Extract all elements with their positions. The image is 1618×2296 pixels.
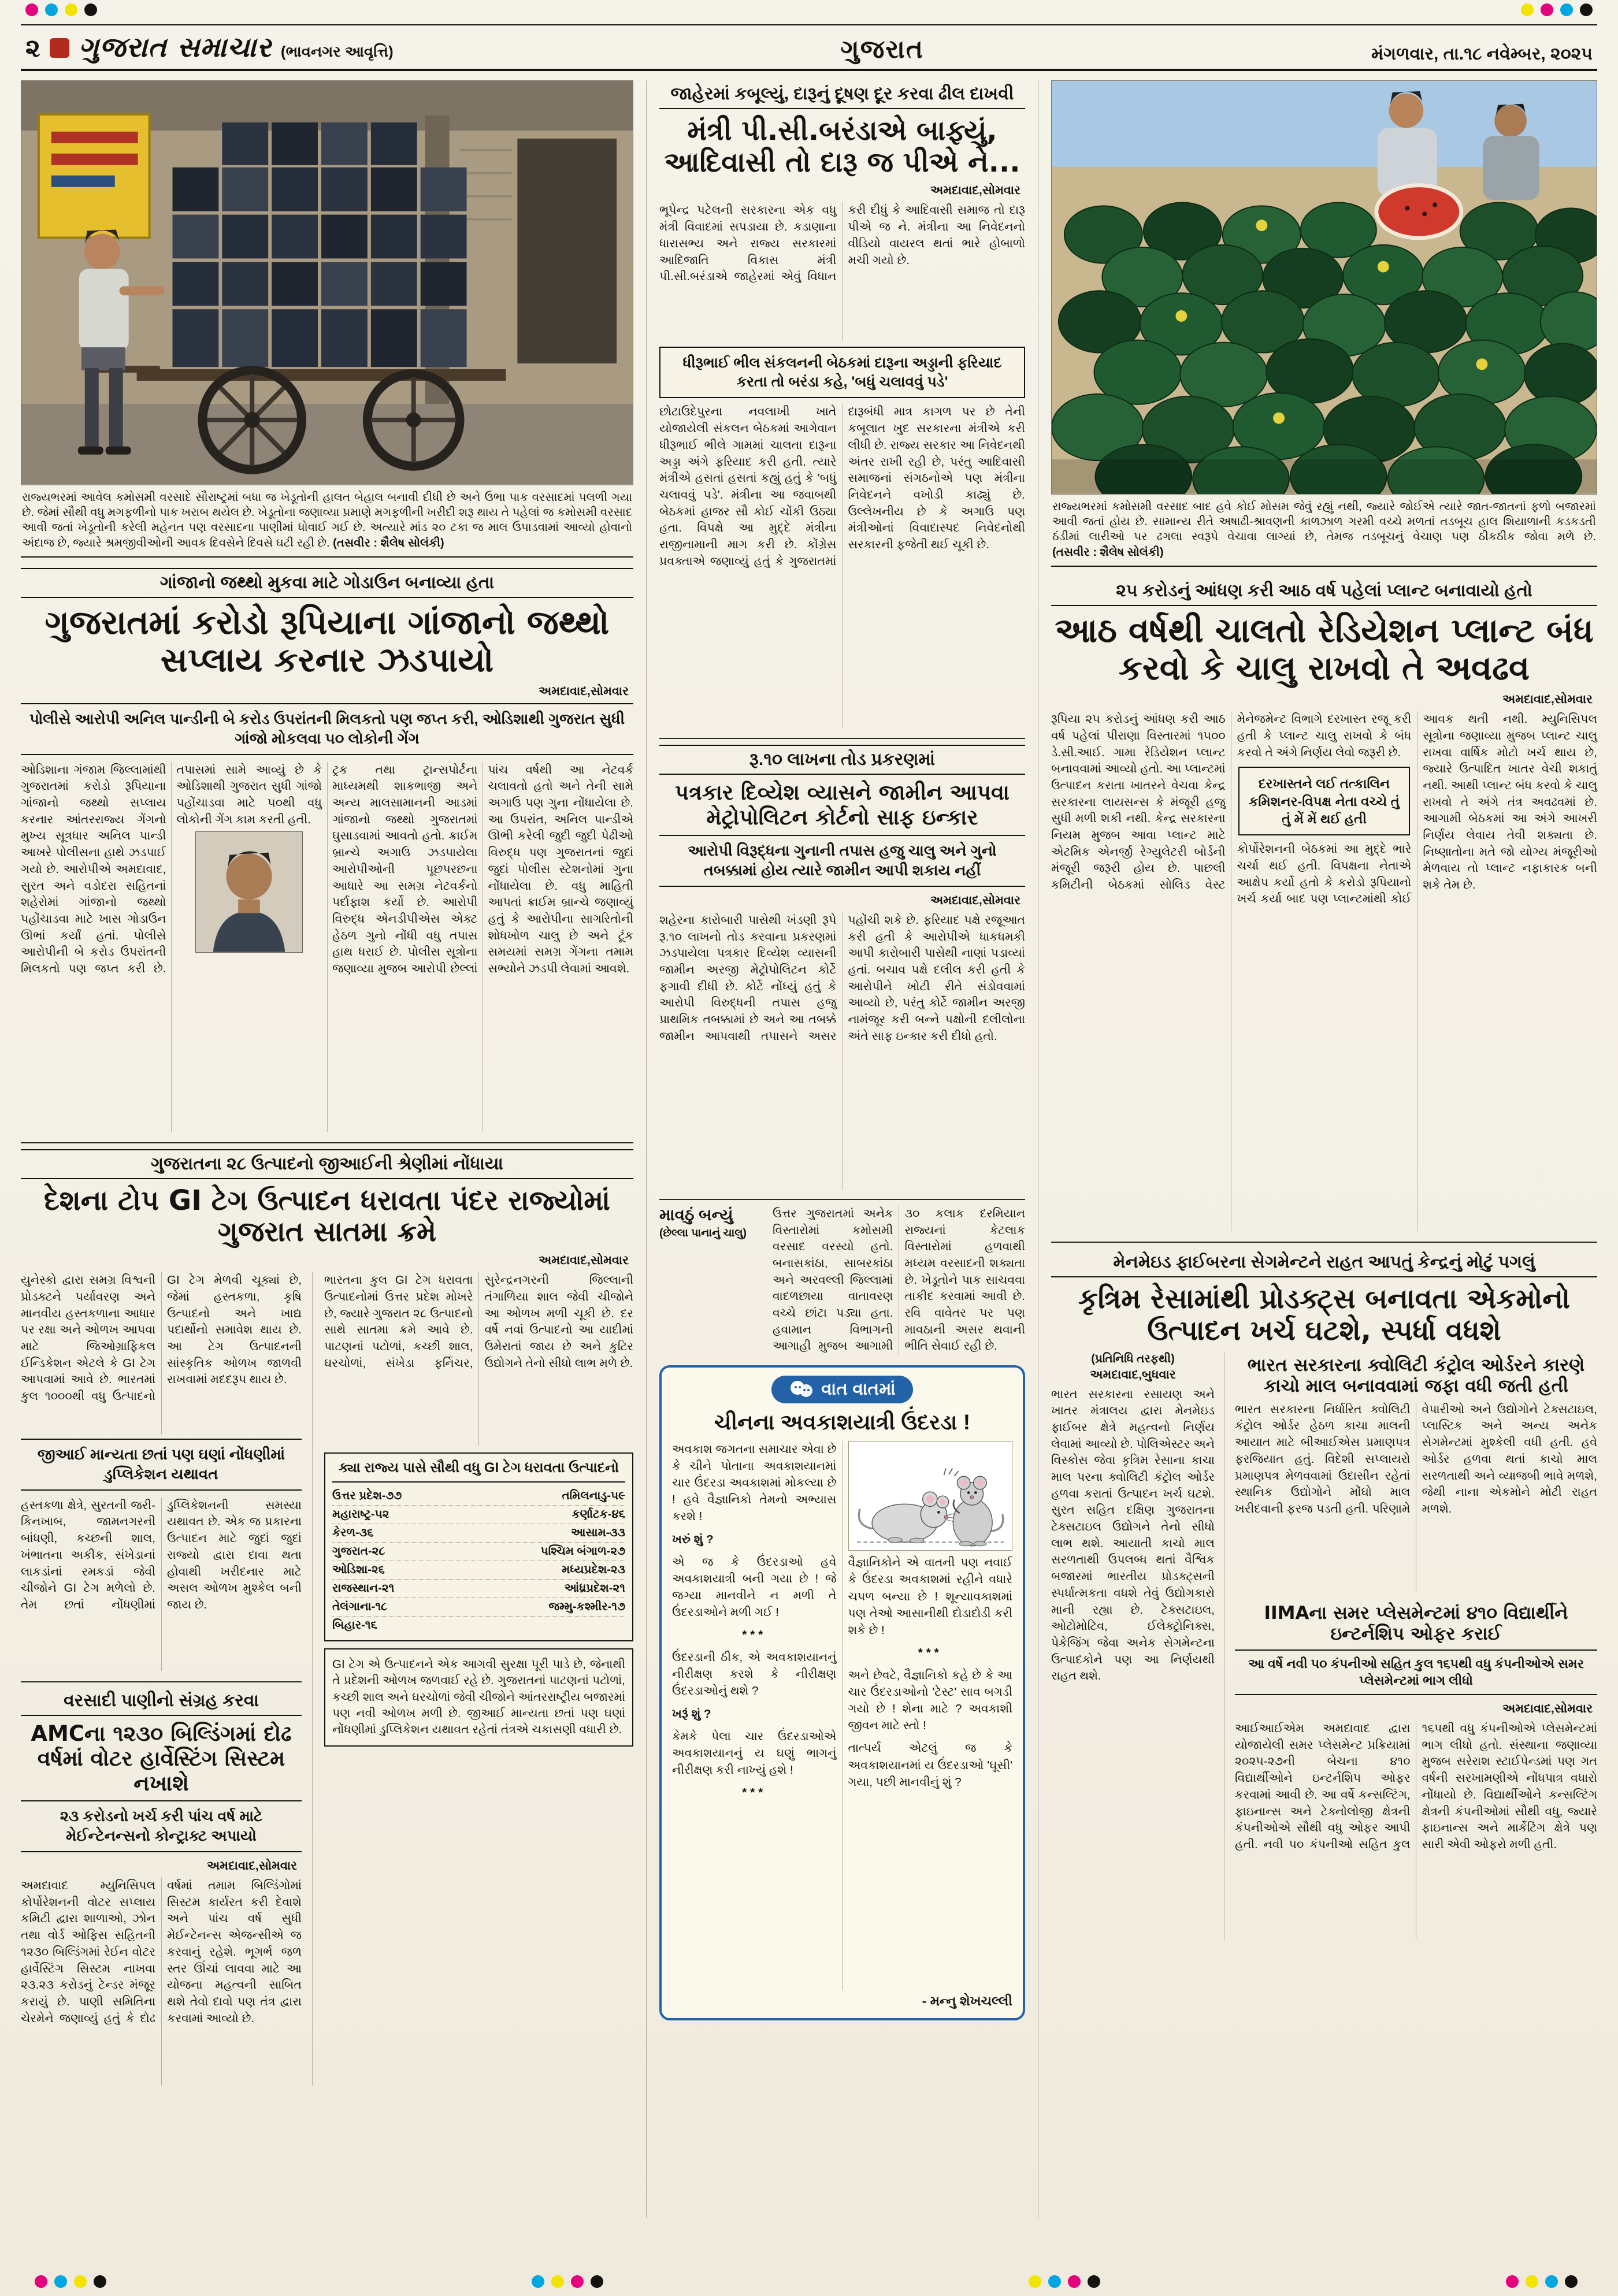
mavthu-body: ઉત્તર ગુજરાતમાં અનેક વિસ્તારોમાં કમોસમી વરસાદ વરસ્યો હતો. બનાસકાંઠા, સાબરકાંઠા અને અરવલ્લી જિલ્લામાં વાદળછાયા વાતાવરણ વચ્ચે છાંટા પડ્યા હતા. હવામાન વિભાગની આગાહી મુજબ આગામી ૩૦ કલાક દરમિયાન રાજ્યનાં કેટલાક વિસ્તારોમાં હળવાથી મધ્યમ વરસાદની શક્યતા છે. ખેડૂતોને પાક સાચવવા તાકીદ કરવામાં આવી છે. રવિ વાવેતર પર પણ માવઠાની અસર થવાની ભીતિ સેવાઈ રહી છે. <box>773 1206 1025 1353</box>
iima-dateline: અમદાવાદ,સોમવાર <box>1502 1702 1593 1716</box>
column-right <box>1038 80 1597 2218</box>
qc-headline: ભારત સરકારના ક્વોલિટી કંટ્રોલ ઓર્ડરને કારણે કાચો માલ બનાવવામાં જફા વધી જતી હતી <box>1247 1354 1585 1397</box>
column-left <box>21 80 633 2218</box>
gi-table-row: ઉત્તર પ્રદેશ-૭૭ તમિલનાડુ-૫૯ <box>332 1487 625 1506</box>
gi-duplication-subhead: જીઆઈ માન્યતા છતાં પણ ઘણાં નોંધણીમાં ડુપ્લિકેશન યથાવત <box>21 1439 302 1491</box>
fiber-headline: કૃત્રિમ રેસામાંથી પ્રોડક્ટ્સ બનાવતા એકમોનો ઉત્પાદન ખર્ચ ઘટશે, સ્પર્ધા વધશે <box>1078 1283 1570 1347</box>
chat-bubbles-icon <box>789 1379 814 1400</box>
journalist-headline: પત્રકાર દિવ્યેશ વ્યાસને જામીન આપવા મેટ્રોપોલિટન કોર્ટનો સાફ ઇન્કાર <box>675 780 1010 830</box>
radiation-body-part1: રૂપિયા ૨૫ કરોડનું આંધણ કરી આઠ વર્ષ પહેલાં પીરાણા વિસ્તારમાં ૧૫૦૦ ડે.સી.આઈ. ગામા રેડિયેશન પ્લાન્ટ બનાવવામાં આવ્યો હતો. આ પ્લાન્ટમાં ઉત્પાદન કરાતા ખાતરને વેચવા કેન્દ્ર સરકારના લાયસન્સ કે મંજૂરી હજુ સુધી મળી શકી નથી. કેન્દ્ર સરકારના નિયમ મુજબ આવા પ્લાન્ટ માટે એટમિક એનર્જી રેગ્યુલેટરી બોર્ડની મંજૂરી જરૂરી હોય છે. પાછલી કમિટીની બેઠકમાં સોલિડ વેસ્ટ મેનેજમેન્ટ વિભાગે દરખાસ્ત રજૂ કરી હતી કે પ્લાન્ટ ચાલુ રાખવો કે બંધ કરવો તે અંગે નિર્ણય લેવો જરૂરી છે. <box>1051 712 1412 892</box>
cartoon-separator: *** <box>918 1645 942 1659</box>
amc-headline: AMCના ૧૨૩૦ બિલ્ડિંગમાં દોઢ વર્ષમાં વોટર હાર્વેસ્ટિંગ સિસ્ટમ નખાશે <box>31 1721 292 1796</box>
article-mavthu-continued <box>659 1199 1025 1355</box>
journalist-subhead: આરોપી વિરૂદ્ધના ગુનાની તપાસ હજુ ચાલુ અને ગુનો તબક્કામાં હોય ત્યારે જામીન આપી શકાય નહીં <box>659 835 1025 887</box>
watermelon-photo <box>1051 80 1597 567</box>
cartoon-separator: *** <box>742 1786 767 1799</box>
article-journalist-bail <box>659 738 1025 1189</box>
cartoon-line: ખરૂં શું ? <box>672 1707 711 1721</box>
gi-table-row: તેલંગાના-૧૮ જમ્મુ-કશ્મીર-૧૭ <box>332 1598 625 1617</box>
street-cart-photo-graphic <box>21 81 633 485</box>
fiber-right-subcolumn <box>1235 1353 1597 1941</box>
article-iima-placement <box>1235 1603 1597 1940</box>
mavthu-label <box>659 1206 763 1355</box>
amc-subhead: ૨૩ કરોડનો ખર્ચ કરી પાંચ વર્ષ માટે મેઈન્ટેનન્સનો કોન્ટ્રાક્ટ અપાયો <box>21 1800 302 1852</box>
cartoon-box <box>659 1365 1025 2020</box>
registration-marks-bottom-center-right <box>1029 2275 1100 2288</box>
journalist-dateline: અમદાવાદ,સોમવાર <box>930 893 1020 907</box>
ganja-dateline: અમદાવાદ,સોમવાર <box>539 685 629 699</box>
fiber-body-column <box>1051 1353 1224 1941</box>
article-manmade-fiber <box>1051 1242 1597 1940</box>
mavthu-continued-note: (છેલ્લા પાનાનું ચાલુ) <box>659 1227 747 1239</box>
gi-table-row: ગુજરાત-૨૮ પશ્ચિમ બંગાળ-૨૭ <box>332 1543 625 1561</box>
accused-mugshot-graphic <box>196 832 302 952</box>
gi-table-row: રાજસ્થાન-૨૧ આંધ્રપ્રદેશ-૨૧ <box>332 1580 625 1598</box>
page-content <box>21 80 1597 2218</box>
cartoon-banner <box>771 1376 913 1403</box>
cartoon-line: કેમકે પેલા ચાર ઉંદરડાઓએ અવકાશયાનનું ય ઘણું ભાગનું નીરીક્ષણ કરી નાખ્યું હશે ! <box>672 1729 837 1777</box>
article-minister-remark <box>659 80 1025 727</box>
radiation-kicker: ૨૫ કરોડનું આંધણ કરી આઠ વર્ષ પહેલાં પ્લાન્ટ બનાવાયો હતો <box>1051 577 1597 606</box>
minister-kicker: જાહેરમાં કબૂલ્યું, દારૂનું દૂષણ દૂર કરવા ઢીલ દાખવી <box>659 80 1025 109</box>
registration-marks-bottom-center-left <box>532 2275 603 2288</box>
cartoon-line: અવકાશ જગતના સમાચાર એવા છે કે ચીને પોતાના અવકાશયાનમાં ચાર ઉંદરડા અવકાશમાં મોકલ્યા છે ! હવે વૈજ્ઞાનિકો તેમનો અભ્યાસ કરશે ! <box>672 1443 837 1524</box>
masthead-logo-icon <box>50 38 69 58</box>
gi-duplication-body: હસ્તકળા ક્ષેત્રે, સુરતની જરી-કિનખાબ, જામનગરની બાંધણી, કચ્છની શાલ, ખંભાતના અકીક, સંખેડાનાં લાકડાંનાં રમકડાં જેવી ચીજોને GI ટેગ મળેલો છે. તેમ છતાં નોંધણીમાં ડુપ્લિકેશનની સમસ્યા યથાવત છે. એક જ પ્રકારના ઉત્પાદન માટે જુદાં જુદાં રાજ્યો દ્વારા દાવા થતા હોવાથી ખરીદનાર માટે અસલ ઓળખ મુશ્કેલ બની જાય છે. <box>21 1498 302 1611</box>
gi-note-box: GI ટેગ એ ઉત્પાદનને એક આગવી સુરક્ષા પૂરી પાડે છે, જેનાથી તે પ્રદેશની ઓળખ જળવાઈ રહે છે. ગુજરાતનાં પાટણનાં પટોળાં, કચ્છી શાલ અને ઘરચોળાં જેવી ચીજોને આંતરરાષ્ટ્રીય બજારમાં પણ નવી ઓળખ મળી છે. જીઆઈ માન્યતા છતાં પણ ઘણાં નોંધણીમાં ડુપ્લિકેશન યથાવત રહેતાં તંત્રએ ચકાસણી વધારી છે. <box>324 1648 633 1746</box>
cartoon-line: એ જ કે ઉંદરડાઓ હવે અવકાશયાત્રી બની ગયા છે ! જે જગ્યા માનવીને ન મળી તે ઉંદરડાઓને મળી ગઈ ! <box>672 1555 837 1619</box>
cartoon-line: તાત્પર્ય એટલું જ કે અવકાશયાનમાં ય ઉંદરડાઓ 'ઘૂસી' ગયા, પછી માનવીનું શું ? <box>848 1741 1012 1789</box>
minister-dateline: અમદાવાદ,સોમવાર <box>930 184 1020 198</box>
masthead: ગુજરાત સમાચાર <box>78 31 272 64</box>
minister-body-1: ભૂપેન્દ્ર પટેલની સરકારના એક વધુ મંત્રી વિવાદમાં સપડાયા છે. કડાણાના ધારાસભ્ય અને રાજ્ય સરકારમાં આદિજાતિ વિકાસ મંત્રી પી.સી.બરંડાએ જાહેરમાં એવું વિધાન કરી દીધું કે આદિવાસી સમાજ તો દારૂ પીએ જ ને. મંત્રીના આ નિવેદનનો વીડિયો વાયરલ થતાં ભારે હોબાળો મચી ગયો છે. <box>659 203 1025 284</box>
amc-dateline: અમદાવાદ,સોમવાર <box>207 1859 297 1873</box>
fiber-dateline: અમદાવાદ,બુધવાર <box>1090 1368 1176 1381</box>
edition-label: (ભાવનગર આવૃત્તિ) <box>280 43 394 60</box>
gi-table <box>324 1452 633 1641</box>
ganja-body-part1: ઓડિશાના ગંજામ જિલ્લામાંથી ગુજરાતમાં કરોડો રૂપિયાના ગાંજાનો જથ્થો સપ્લાય કરનાર આંતરરાજ્ય ગેંગનો મુખ્ય સૂત્રધાર અનિલ પાન્ડી આખરે પોલીસના હાથે ઝડપાઈ ગયો છે. આરોપીએ અમદાવાદ, સુરત અને વડોદરા સહિતનાં શહેરોમાં ગાંજાનો જથ્થો પહોંચાડવા માટે ખાસ ગોડાઉન ઊભાં કર્યાં હતાં. પોલીસે આરોપીની બે કરોડ ઉપરાંતની મિલકતો પણ જપ્ત કરી છે. તપાસમાં સામે આવ્યું છે કે ઓડિશાથી ગુજરાત સુધી ગાંજો પહોંચાડવા માટે ૫૦થી વધુ લોકોની ગેંગ કામ કરતી હતી. <box>21 763 322 975</box>
left-photo-credit: (તસવીર : શૈલેષ સોલંકી) <box>333 536 444 549</box>
cartoon-separator: *** <box>742 1628 767 1642</box>
gi-table-title: ક્યા રાજ્ય પાસે સૌથી વધુ GI ટેગ ધરાવતા ઉત્પાદનો <box>332 1459 625 1483</box>
page-number: ૨ <box>25 34 40 62</box>
article-radiation-plant <box>1051 577 1597 1231</box>
ganja-kicker: ગાંજાનો જથ્થો મુકવા માટે ગોડાઉન બનાવ્યા હતા <box>21 568 633 598</box>
cartoon-signature: - મન્નુ શેખચલ્લી <box>922 1993 1012 2009</box>
ganja-body <box>21 762 633 1132</box>
gi-table-row: ઓડિશા-૨૬ મધ્યપ્રદેશ-૨૩ <box>332 1561 625 1580</box>
cartoon-banner-label: વાત વાતમાં <box>821 1380 896 1399</box>
ganja-subhead: પોલીસે આરોપી અનિલ પાન્ડીની બે કરોડ ઉપરાંતની મિલકતો પણ જપ્ત કરી, ઓડિશાથી ગુજરાત સુધી ગાંજો મોકલવા ૫૦ લોકોની ગેંગ <box>21 703 633 755</box>
gi-body-1: યુનેસ્કો દ્વારા સમગ્ર વિશ્વની પ્રોડક્ટને પર્યાવરણ અને માનવીય હસ્તકળાના આધાર પર રક્ષા અને ઓળખ આપવા માટે જિઓગ્રાફિકલ ઈન્ડિકેશન એટલે કે GI ટેગ આપવામાં આવે છે. ભારતમાં કુલ ૧૦૦૦થી વધુ ઉત્પાદનો GI ટેગ મેળવી ચૂક્યાં છે, જેમાં હસ્તકળા, કૃષિ ઉત્પાદનો અને ખાદ્ય પદાર્થોનો સમાવેશ થાય છે. આ ટેગ ઉત્પાદનની સાંસ્કૃતિક ઓળખ જાળવી રાખવામાં મદદરૂપ થાય છે. <box>21 1273 302 1403</box>
cartoon-body <box>672 1441 1012 1990</box>
mice-cartoon-graphic <box>849 1441 1012 1550</box>
minister-body-2: છોટાઉદેપુરના નવલાખી ખાતે યોજાયેલી સંકલન બેઠકમાં આગેવાન ધીરૂભાઈ ભીલે ગામમાં ચાલતા દારૂના અડ્ડા અંગે ફરિયાદ કરી હતી. ત્યારે મંત્રીએ હસતાં હસતાં કહ્યું હતું કે 'બધું ચલાવવું પડે'. મંત્રીના આ જવાબથી બેઠકમાં હાજર સૌ કોઈ ચોંકી ઉઠ્યા હતા. વિપક્ષે આ મુદ્દે મંત્રીના રાજીનામાની માગ કરી છે. કોંગ્રેસ પ્રવક્તાએ જણાવ્યું હતું કે ગુજરાતમાં દારૂબંધી માત્ર કાગળ પર છે તેની કબૂલાત ખુદ સરકારના મંત્રીએ કરી લીધી છે. રાજ્ય સરકાર આ નિવેદનથી અંતર રાખી રહી છે, પરંતુ આદિવાસી સમાજનાં સંગઠનોએ પણ મંત્રીના નિવેદનને વખોડી કાઢ્યું છે. ઉલ્લેખનીય છે કે અગાઉ પણ મંત્રીઓનાં વિવાદાસ્પદ નિવેદનોથી સરકારની ફજેતી થઈ ચૂકી છે. <box>659 405 1025 568</box>
gi-body-2: ભારતના કુલ GI ટેગ ધરાવતા ઉત્પાદનોમાં ઉત્તર પ્રદેશ મોખરે છે, જ્યારે ગુજરાત ૨૮ ઉત્પાદનો સાથે સાતમા ક્રમે આવે છે. પાટણનાં પટોળાં, કચ્છી શાલ, ઘરચોળાં, સંખેડા ફર્નિચર, સુરેન્દ્રનગરની જિલ્લાની તંગાળિયા શાલ જેવી ચીજોને આ ઓળખ મળી ચૂકી છે. દર વર્ષે નવાં ઉત્પાદનો આ યાદીમાં ઉમેરાતાં જાય છે અને કુટિર ઉદ્યોગને તેનો સીધો લાભ મળે છે. <box>324 1273 633 1370</box>
left-photo-caption <box>21 485 633 558</box>
radiation-body <box>1051 711 1597 1231</box>
article-gi-tags <box>21 1142 633 2086</box>
gi-table-row: મહારાષ્ટ્ર-૫૨ કર્ણાટક-૪૬ <box>332 1506 625 1524</box>
registration-marks-bottom-left <box>35 2275 106 2288</box>
fiber-credit: (પ્રતિનિધિ તરફથી) <box>1091 1352 1175 1365</box>
accused-mugshot-photo <box>195 831 303 953</box>
article-quality-control <box>1235 1355 1597 1592</box>
right-photo-caption <box>1051 495 1597 567</box>
cartoon-headline: ચીનના અવકાશયાત્રી ઉંદરડા ! <box>714 1410 971 1435</box>
iima-body: આઈઆઈએમ અમદાવાદ દ્વારા યોજાયેલી સમર પ્લેસમેન્ટ પ્રક્રિયામાં ૨૦૨૫-૨૭ની બેચના ૪૧૦ વિદ્યાર્થીઓને ઇન્ટર્નશિપ ઓફર કરવામાં આવી છે. આ વર્ષે કન્સલ્ટિંગ, ફાઇનાન્સ અને ટેક્નોલોજી ક્ષેત્રની કંપનીઓએ સૌથી વધુ ઓફર આપી હતી. નવી ૫૦ કંપનીઓ સહિત કુલ ૧૬૫થી વધુ કંપનીઓએ પ્લેસમેન્ટમાં ભાગ લીધો હતો. સંસ્થાના જણાવ્યા મુજબ સરેરાશ સ્ટાઈપેન્ડમાં પણ ગત વર્ષની સરખામણીએ નોંધપાત્ર વધારો નોંધાયો છે. વિદ્યાર્થીઓને કન્સલ્ટિંગ ક્ષેત્રની કંપનીઓમાં સૌથી વધુ, જ્યારે ફાઇનાન્સ અને માર્કેટિંગ ક્ષેત્રે પણ સારી એવી ઓફરો મળી હતી. <box>1235 1722 1597 1851</box>
article-amc-harvesting <box>21 1681 302 2086</box>
gi-subcolumn-left <box>21 1272 313 2086</box>
right-photo-caption-text: રાજ્યભરમાં કમોસમી વરસાદ બાદ હવે કોઈ મોસમ જેવું રહ્યું નથી, જ્યારે જોઈએ ત્યારે જાત-જાતનાં ફળો બજારમાં આવી જતાં હોય છે. સામાન્ય રીતે અષાઢી-શ્રાવણની કાળઝાળ ગરમી વચ્ચે મળતાં તડબૂચ હાલ શિયાળાની કડકડતી ઠંડીમાં લારીઓ પર ઢગલા સ્વરૂપે વેચાવા લાગ્યાં છે, તેમજ તડબૂચનું વેચાણ પણ ઠીકઠીક જોવા મળે છે. <box>1052 500 1596 544</box>
ganja-body-part2: ટ્રક તથા ટ્રાન્સપોર્ટના માધ્યમથી શાકભાજી અને અન્ય માલસામાનની આડમાં ગાંજાનો જથ્થો ગુજરાતમાં ઘુસાડવામાં આવતો હતો. ક્રાઈમ બ્રાન્ચે અગાઉ ઝડપાયેલા આરોપીઓની પૂછપરછના આધારે આ સમગ્ર નેટવર્કનો પર્દાફાશ કર્યો છે. આરોપી વિરુદ્ધ એનડીપીએસ એક્ટ હેઠળ ગુનો નોંધી વધુ તપાસ હાથ ધરાઈ છે. પોલીસ સૂત્રોના જણાવ્યા મુજબ આરોપી છેલ્લાં પાંચ વર્ષથી આ નેટવર્ક ચલાવતો હતો અને તેની સામે અગાઉ પણ ગુના નોંધાયેલા છે. આ ઉપરાંત, અનિલ પાન્ડીએ ઊભી કરેલી જુદી જુદી પેઢીઓ વિરુદ્ધ પણ ગુજરાતનાં જુદાં જુદાં પોલીસ સ્ટેશનોમાં ગુના નોંધાયેલા છે. વધુ માહિતી આપતાં ક્રાઈમ બ્રાન્ચે જણાવ્યું હતું કે આરોપીના સાગરિતોની શોધખોળ ચાલુ છે અને ટૂંક સમયમાં સમગ્ર ગેંગના તમામ સભ્યોને ઝડપી લેવામાં આવશે. <box>332 763 633 975</box>
section-title: ગુજરાત <box>840 35 925 64</box>
column-middle <box>646 80 1025 2218</box>
iima-subhead: આ વર્ષે નવી ૫૦ કંપનીઓ સહિત કુલ ૧૬૫થી વધુ કંપનીઓએ સમર પ્લેસમેન્ટમાં ભાગ લીધો <box>1235 1649 1597 1695</box>
amc-body: અમદાવાદ મ્યુનિસિપલ કોર્પોરેશનની વોટર સપ્લાય કમિટી દ્વારા શાળાઓ, ઝોન તથા વોર્ડ ઓફિસ સહિતની ૧૨૩૦ બિલ્ડિંગમાં રેઈન વોટર હાર્વેસ્ટિંગ સિસ્ટમ નાખવા ૨૩.૨૩ કરોડનું ટેન્ડર મંજૂર કરાયું છે. પાણી સમિતિના ચેરમેને જણાવ્યું હતું કે દોઢ વર્ષમાં તમામ બિલ્ડિંગોમાં સિસ્ટમ કાર્યરત કરી દેવાશે અને પાંચ વર્ષ સુધી મેઈન્ટેનન્સ એજન્સીએ જ કરવાનું રહેશે. ભૂગર્ભ જળ સ્તર ઊંચાં લાવવા માટે આ યોજના મહત્વની સાબિત થશે તેવો દાવો પણ તંત્ર દ્વારા કરવામાં આવ્યો છે. <box>21 1879 302 2025</box>
radiation-dateline: અમદાવાદ,સોમવાર <box>1502 693 1593 707</box>
iima-headline: IIMAના સમર પ્લેસમેન્ટમાં ૪૧૦ વિદ્યાર્થીને ઇન્ટર્નશિપ ઓફર કરાઈ <box>1264 1602 1568 1645</box>
cartoon-line: ખરું શું ? <box>672 1532 714 1546</box>
ganja-headline: ગુજરાતમાં કરોડો રૂપિયાના ગાંજાનો જથ્થો સપ્લાય કરનાર ઝડપાયો <box>44 603 610 680</box>
journalist-kicker: રૂ.૧૦ લાખના તોડ પ્રકરણમાં <box>659 745 1025 775</box>
cartoon-line: ઉંદરડાની ઠીક, એ અવકાશયાનનું નીરીક્ષણ કરશે કે નીરીક્ષણ ઉંદરડાઓનું થશે ? <box>672 1651 837 1698</box>
fiber-body: ભારત સરકારના રસાયણ અને ખાતર મંત્રાલય દ્વારા મેનમેઇડ ફાઈબર ક્ષેત્રે મહત્વનો નિર્ણય લેવામાં આવ્યો છે. પોલિએસ્ટર અને વિસ્કોસ જેવા કૃત્રિમ રેસાના કાચા માલ પરના ક્વોલિટી કંટ્રોલ ઓર્ડર હળવા કરાતાં ઉત્પાદન ખર્ચ ઘટશે. સુરત સહિત દક્ષિણ ગુજરાતના ટેક્સટાઇલ ઉદ્યોગને તેનો સીધો લાભ થશે. આયાતી કાચો માલ સરળતાથી ઉપલબ્ધ થતાં વૈશ્વિક બજારમાં ભારતીય પ્રોડક્ટ્સની સ્પર્ધાત્મકતા વધશે તેવું ઉદ્યોગકારો માની રહ્યા છે. ટેક્સટાઇલ, ઓટોમોટિવ, ઈલેક્ટ્રોનિક્સ, પેકેજિંગ જેવા અનેક સેગમેન્ટના ઉત્પાદકોને પણ આ નિર્ણયથી રાહત થશે. <box>1051 1387 1215 1683</box>
street-cart-photo <box>21 80 633 558</box>
radiation-pullquote: દરખાસ્તને લઈ તત્કાલિન કમિશનર-વિપક્ષ નેતા વચ્ચે તું તું મેં મેં થઈ હતી <box>1238 767 1411 835</box>
cartoon-line: અને છેવટે, વૈજ્ઞાનિકો કહે છે કે આ ચાર ઉંદરડાઓનો 'ટેસ્ટ' સાવ બગડી ગયો છે ! શેના માટે ? અવકાશી જીવન માટે સ્તો ! <box>848 1669 1012 1733</box>
right-photo-credit: (તસવીર : શૈલેષ સોલંકી) <box>1052 545 1164 559</box>
gi-dateline: અમદાવાદ,સોમવાર <box>539 1254 629 1268</box>
fiber-kicker: મેનમેઇડ ફાઈબરના સેગમેન્ટને રાહત આપતું કેન્દ્રનું મોટું પગલું <box>1051 1249 1597 1277</box>
gi-headline: દેશના ટોપ GI ટેગ ઉત્પાદન ધરાવતા પંદર રાજ્યોમાં ગુજરાત સાતમા ક્રમે <box>43 1184 611 1249</box>
radiation-body-part2: કોર્પોરેશનની બેઠકમાં આ મુદ્દે ભારે ચર્ચા થઈ હતી. વિપક્ષના નેતાએ આક્ષેપ કર્યો હતો કે કરોડો રૂપિયાનો ખર્ચ કર્યા બાદ પણ પ્લાન્ટમાંથી કોઈ આવક થતી નથી. મ્યુનિસિપલ સૂત્રોના જણાવ્યા મુજબ પ્લાન્ટ ચાલુ રાખવા વાર્ષિક મોટો ખર્ચ થાય છે, જ્યારે ઉત્પાદિત ખાતર વેચી શકાતું નથી. આથી પ્લાન્ટ બંધ કરવો કે ચાલુ રાખવો તે અંગે તંત્ર અવઢવમાં છે. આગામી બેઠકમાં આ અંગે આખરી નિર્ણય લેવાય તેવી શક્યતા છે. નિષ્ણાતોના મતે જો યોગ્ય મંજૂરીઓ મેળવાય તો પ્લાન્ટ નફાકારક બની શકે તેમ છે. <box>1237 712 1597 906</box>
gi-table-row: કેરળ-૩૬ આસામ-૩૩ <box>332 1524 625 1543</box>
mavthu-title: માવઠું બન્યું <box>659 1205 733 1224</box>
registration-marks-top-right <box>1521 3 1593 16</box>
qc-body: ભારત સરકારના નિર્ધારિત ક્વોલિટી કંટ્રોલ ઓર્ડર હેઠળ કાચા માલની આયાત માટે બીઆઈએસ પ્રમાણપત્ર ફરજિયાત હતું. વિદેશી સપ્લાયરો પ્રમાણપત્ર મેળવવામાં ઉદાસીન રહેતાં સ્થાનિક ઉદ્યોગોને મોંઘો માલ ખરીદવાની ફરજ પડતી હતી. પરિણામે વેપારીઓ અને ઉદ્યોગોને ટેક્સટાઇલ, પ્લાસ્ટિક અને અન્ય અનેક સેગમેન્ટમાં મુશ્કેલી વધી હતી. હવે ઓર્ડર હળવા થતાં કાચો માલ સરળતાથી અને વ્યાજબી ભાવે મળશે, જેથી નાના એકમોને મોટી રાહત મળશે. <box>1235 1402 1597 1515</box>
mice-cartoon <box>848 1441 1013 1551</box>
article-ganja-supply <box>21 568 633 1132</box>
journalist-body: શહેરના કારોબારી પાસેથી ખંડણી રૂપે રૂ.૧૦ લાખનો તોડ કરવાના પ્રકરણમાં ઝડપાયેલા પત્રકાર દિવ્યેશ વ્યાસની જામીન અરજી મેટ્રોપોલિટન કોર્ટે ફગાવી દીધી છે. કોર્ટે નોંધ્યું હતું કે આરોપી વિરુદ્ધની તપાસ હજુ પ્રાથમિક તબક્કામાં છે અને આ તબક્કે જામીન આપવાથી તપાસને અસર પહોંચી શકે છે. ફરિયાદ પક્ષે રજૂઆત કરી હતી કે આરોપીએ ધાકધમકી આપી કારોબારી પાસેથી નાણાં પડાવ્યાં હતાં. બચાવ પક્ષે દલીલ કરી હતી કે આરોપીને ખોટી રીતે સંડોવવામાં આવ્યો છે, પરંતુ કોર્ટે જામીન અરજી નામંજૂર કરી બન્ને પક્ષોની દલીલોના અંતે સાફ ઇન્કાર કરી દીધો હતો. <box>659 913 1025 1043</box>
minister-headline: મંત્રી પી.સી.બરંડાએ બાફ્યું, આદિવાસી તો દારૂ જ પીએ ને... <box>664 114 1020 179</box>
registration-marks-top-left <box>25 3 97 16</box>
minister-quote-box: ધીરૂભાઈ ભીલ સંકલનની બેઠકમાં દારૂના અડ્ડાની ફરિયાદ કરતા તો બરંડા કહે, 'બધું ચલાવવું પડે' <box>659 347 1025 398</box>
watermelon-photo-graphic <box>1052 81 1597 494</box>
amc-kicker: વરસાદી પાણીનો સંગ્રહ કરવા <box>21 1687 302 1716</box>
page-header <box>21 24 1597 71</box>
radiation-headline: આઠ વર્ષથી ચાલતો રેડિયેશન પ્લાન્ટ બંધ કરવો કે ચાલુ રાખવો તે અવઢવ <box>1055 611 1594 688</box>
gi-table-row: બિહાર-૧૬ <box>332 1619 377 1632</box>
left-photo-caption-text: રાજ્યભરમાં આવેલ કમોસમી વરસાદે સૌરાષ્ટ્રમાં બધા જ ખેડૂતોની હાલત બેહાલ બનાવી દીધી છે અને ઉભા પાક વરસાદમાં પલળી ગયા છે. જેમાં સૌથી વધુ મગફળીનો પાક ખરાબ થયેલ છે. ખેડૂતોના જણાવ્યા પ્રમાણે મગફળીની ખરીદી શરૂ થાય તે પહેલાં જ કમોસમી વરસાદ આવી જતાં ખેડૂતોની કરેલી મહેનત પણ વરસાદના પાણીમાં ધોવાઈ ગઈ છે. અત્યારે માંડ ૨૦ ટકા જ માલ ઉપાડવામાં આવ્યો હોવાનો અંદાજ છે, જ્યારે શ્રમજીવીઓની આવક દિવસેને દિવસે ઘટી રહી છે. <box>22 491 632 549</box>
registration-marks-bottom-right <box>1506 2275 1578 2288</box>
gi-kicker: ગુજરાતના ૨૮ ઉત્પાદનો જીઆઈની શ્રેણીમાં નોંધાયા <box>21 1149 633 1179</box>
cartoon-line: વૈજ્ઞાનિકોને એ વાતની પણ નવાઈ કે ઉંદરડા અવકાશમાં રહીને વધારે ચપળ બન્યા છે ! શૂન્યાવકાશમાં પણ તેઓ આસાનીથી દોડાદોડી કરી શકે છે ! <box>848 1556 1012 1637</box>
date-line: મંગળવાર, તા.૧૮ નવેમ્બર, ૨૦૨૫ <box>1371 44 1593 64</box>
gi-subcolumn-right <box>324 1272 633 2086</box>
